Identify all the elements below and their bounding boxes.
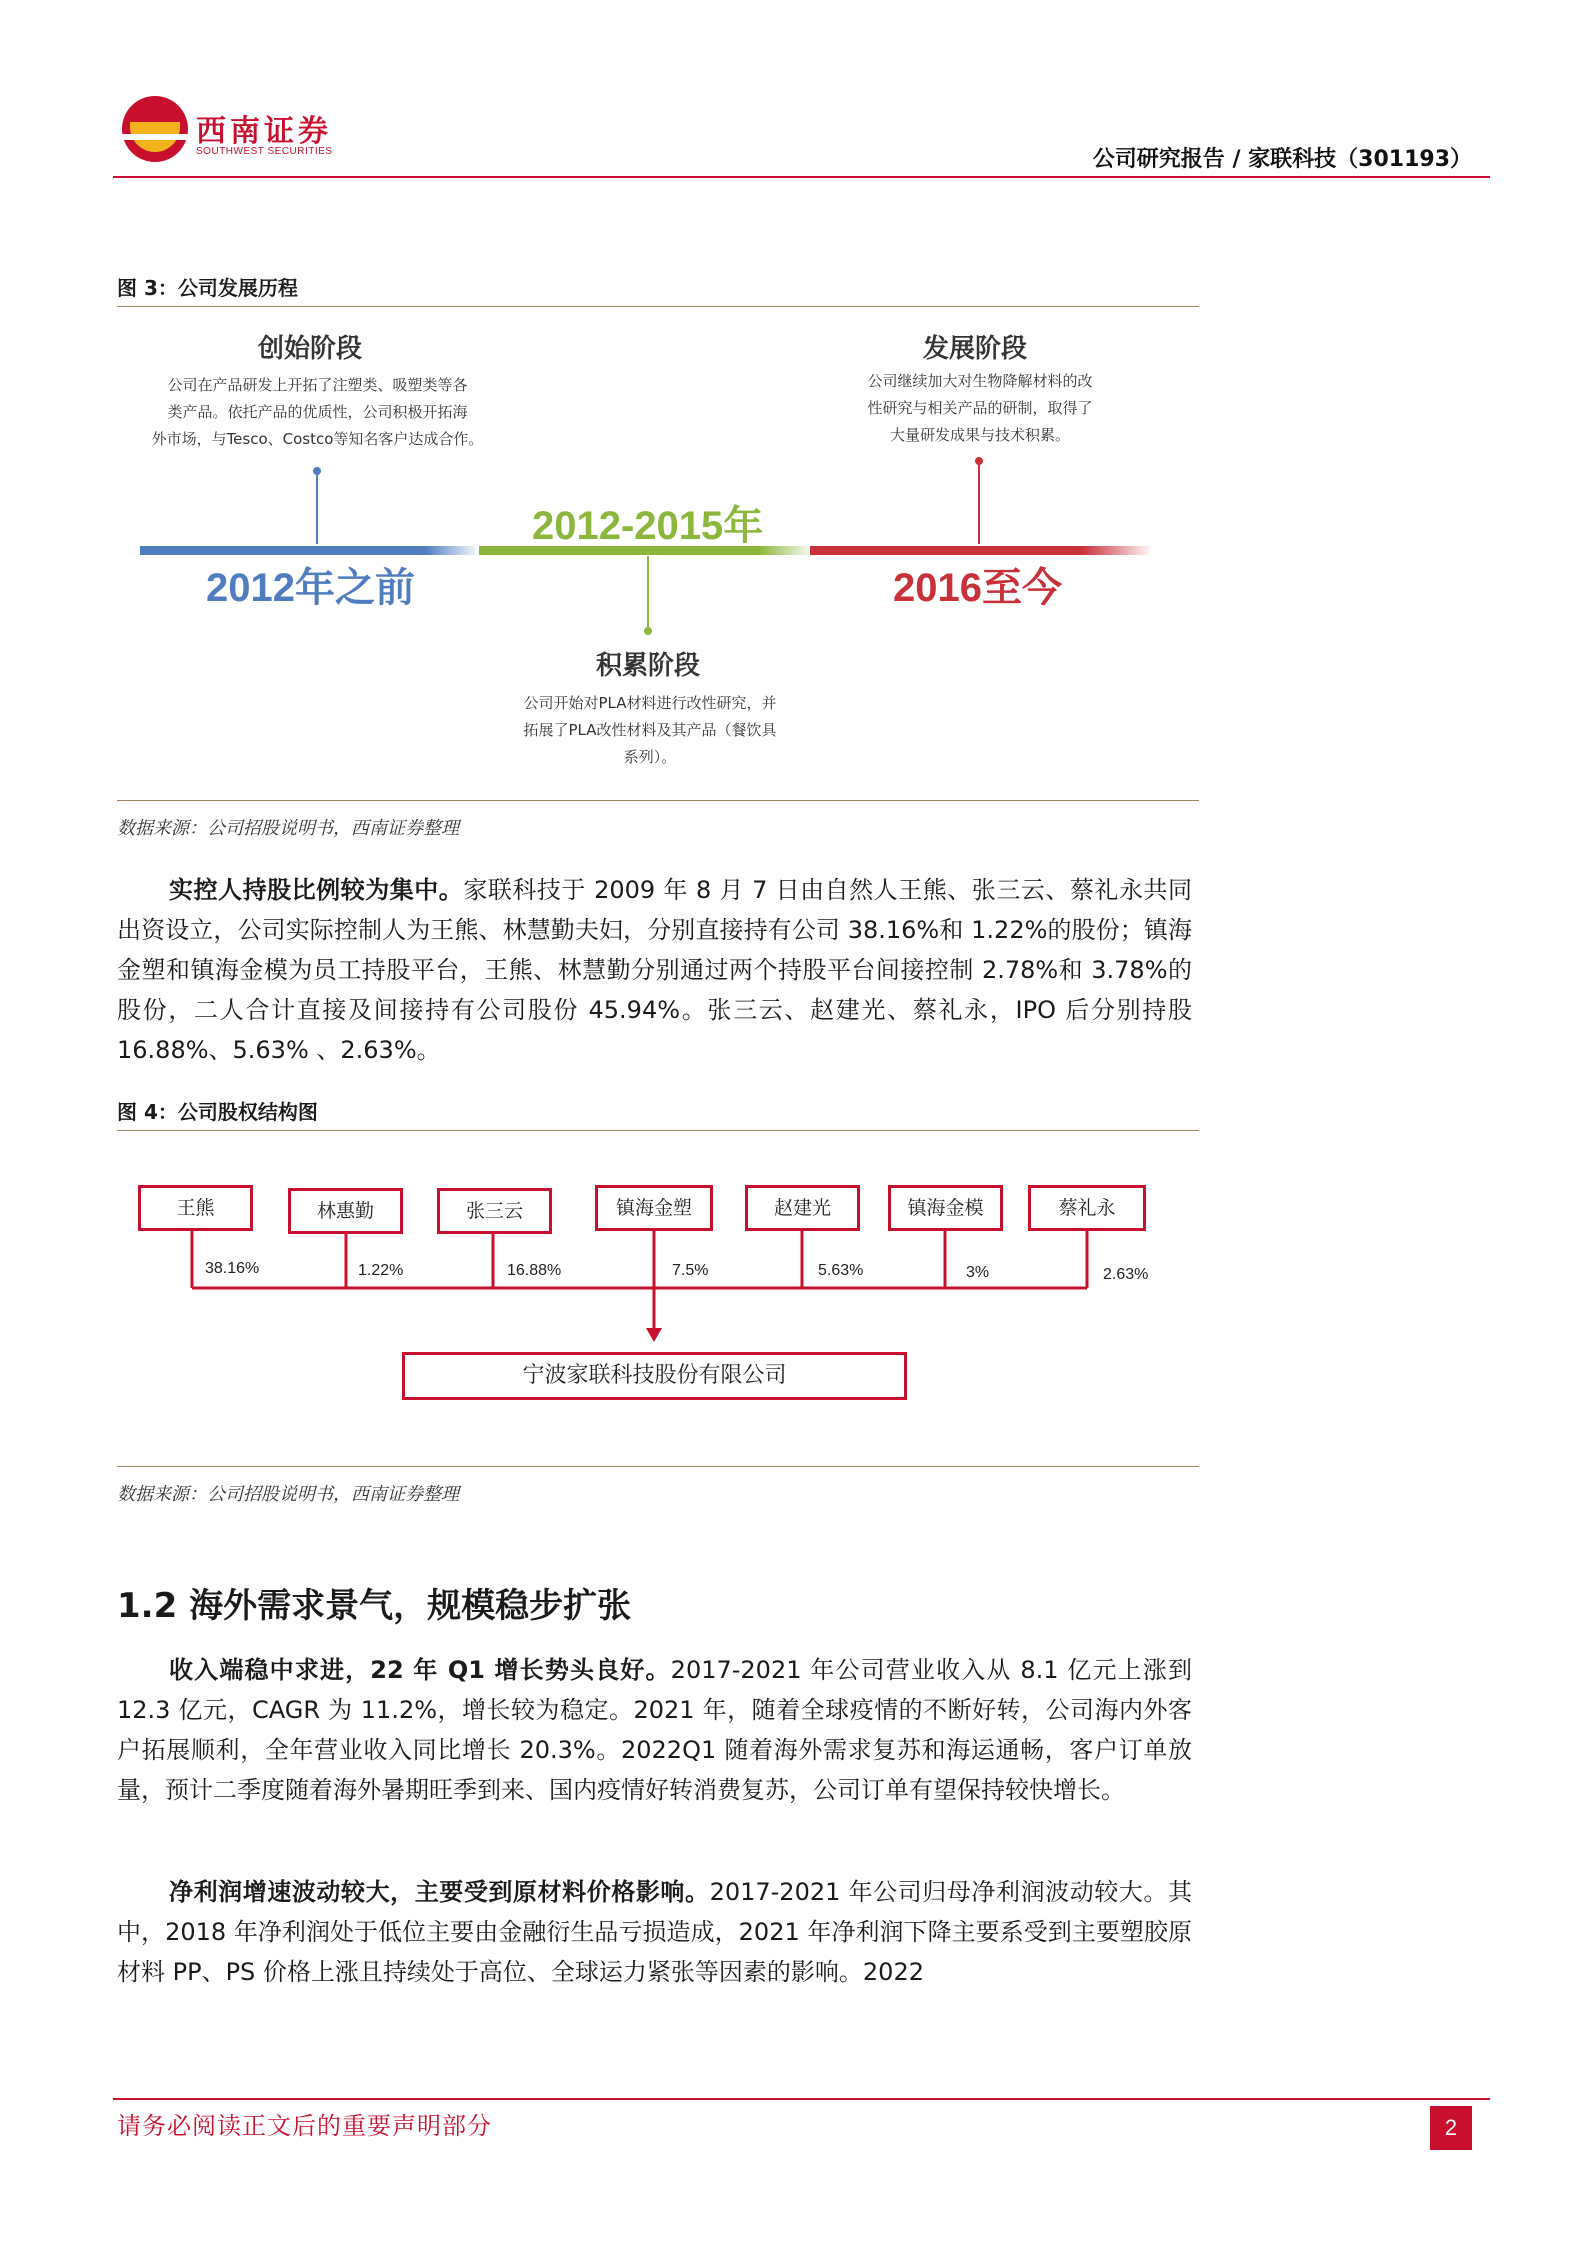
timeline-segment-3 xyxy=(810,546,1150,555)
shareholder-box-7: 蔡礼永 xyxy=(1028,1185,1146,1231)
stage-3-description: 公司继续加大对生物降解材料的改 性研究与相关产品的研制，取得了 大量研发成果与技术积累。 xyxy=(867,372,1093,444)
logo-mark xyxy=(122,96,188,162)
figure-3-bottom-rule xyxy=(117,800,1199,801)
figure-3-title: 图 3：公司发展历程 xyxy=(117,276,298,300)
shareholder-box-3: 张三云 xyxy=(437,1188,552,1234)
paragraph-lead: 实控人持股比例较为集中。 xyxy=(169,876,464,904)
figure-3-source: 数据来源：公司招股说明书，西南证券整理 xyxy=(117,818,459,839)
stage-2-period: 2012-2015年 xyxy=(532,504,764,548)
stage-3-heading: 发展阶段 xyxy=(923,334,1028,364)
paragraph-shareholding: 实控人持股比例较为集中。家联科技于 2009 年 8 月 7 日由自然人王熊、张三云、蔡礼永共同出资设立，公司实际控制人为王熊、林慧勤夫妇，分别直接持有公司 38.16%和 1.22%的股份；镇海金塑和镇海金模为员工持股平台，王熊、林慧勤分别通过两个持股平台间接控制 2.78%和 3.78%的股份，二人合计直接及间接持有公司股份 45.94%。张三云、赵建光、蔡礼永，IPO 后分别持股 16.88%、5.63% 、2.63%。 xyxy=(117,876,1193,1064)
figure-4-bottom-rule xyxy=(117,1466,1199,1467)
stage-2-description: 公司开始对PLA材料进行改性研究，并 拓展了PLA改性材料及其产品（餐饮具 系列）。 xyxy=(523,694,777,766)
shareholder-box-6: 镇海金模 xyxy=(888,1185,1003,1231)
section-heading: 1.2 海外需求景气，规模稳步扩张 xyxy=(117,1586,632,1626)
header-divider xyxy=(113,176,1490,178)
paragraph-lead: 净利润增速波动较大，主要受到原材料价格影响。 xyxy=(169,1878,710,1906)
footer-divider xyxy=(113,2098,1490,2100)
stage-3-period: 2016至今 xyxy=(893,566,1062,610)
share-pct-2: 1.22% xyxy=(358,1262,404,1279)
company-box: 宁波家联科技股份有限公司 xyxy=(402,1352,907,1400)
paragraph-revenue: 收入端稳中求进，22 年 Q1 增长势头良好。2017-2021 年公司营业收入从 8.1 亿元上涨到 12.3 亿元，CAGR 为 11.2%，增长较为稳定。2021 年，随着全球疫情的不断好转，公司海内外客户拓展顺利，全年营业收入同比增长 20.3%。2022Q1 随着海外需求复苏和海运通畅，客户订单放量，预计二季度随着海外暑期旺季到来、国内疫情好转消费复苏，公司订单有望保持较快增长。 xyxy=(117,1656,1192,1804)
footer-notice: 请务必阅读正文后的重要声明部分 xyxy=(117,2112,492,2140)
shareholder-box-4: 镇海金塑 xyxy=(595,1185,713,1231)
stage-2-heading: 积累阶段 xyxy=(596,651,701,681)
share-pct-7: 2.63% xyxy=(1103,1266,1149,1283)
figure-4-title: 图 4：公司股权结构图 xyxy=(117,1100,318,1124)
share-pct-5: 5.63% xyxy=(818,1262,864,1279)
timeline-segment-1 xyxy=(140,546,475,555)
share-pct-4: 7.5% xyxy=(672,1262,709,1279)
paragraph-lead: 收入端稳中求进，22 年 Q1 增长势头良好。 xyxy=(169,1656,671,1684)
figure-4-source: 数据来源：公司招股说明书，西南证券整理 xyxy=(117,1484,459,1505)
shareholder-box-1: 王熊 xyxy=(138,1185,253,1231)
shareholder-box-5: 赵建光 xyxy=(745,1185,860,1231)
share-pct-6: 3% xyxy=(966,1264,990,1281)
shareholder-box-2: 林惠勤 xyxy=(288,1188,403,1234)
logo-text: 西南证券 xyxy=(196,114,332,149)
page-number: 2 xyxy=(1430,2106,1472,2150)
logo-subtext: SOUTHWEST SECURITIES xyxy=(196,146,333,157)
share-pct-3: 16.88% xyxy=(507,1262,562,1279)
stage-1-description: 公司在产品研发上开拓了注塑类、吸塑类等各 类产品。依托产品的优质性，公司积极开拓海 外市场，与Tesco、Costco等知名客户达成合作。 xyxy=(151,376,484,448)
paragraph-net-profit: 净利润增速波动较大，主要受到原材料价格影响。2017-2021 年公司归母净利润波动较大。其中，2018 年净利润处于低位主要由金融衍生品亏损造成，2021 年净利润下降主要系受到主要塑胶原材料 PP、PS 价格上涨且持续处于高位、全球运力紧张等因素的影响。2022 xyxy=(117,1878,1192,1986)
report-title: 公司研究报告 / 家联科技（301193） xyxy=(1092,147,1472,172)
stage-1-period: 2012年之前 xyxy=(206,566,415,610)
share-pct-1: 38.16% xyxy=(205,1260,260,1277)
stage-1-heading: 创始阶段 xyxy=(258,334,363,364)
